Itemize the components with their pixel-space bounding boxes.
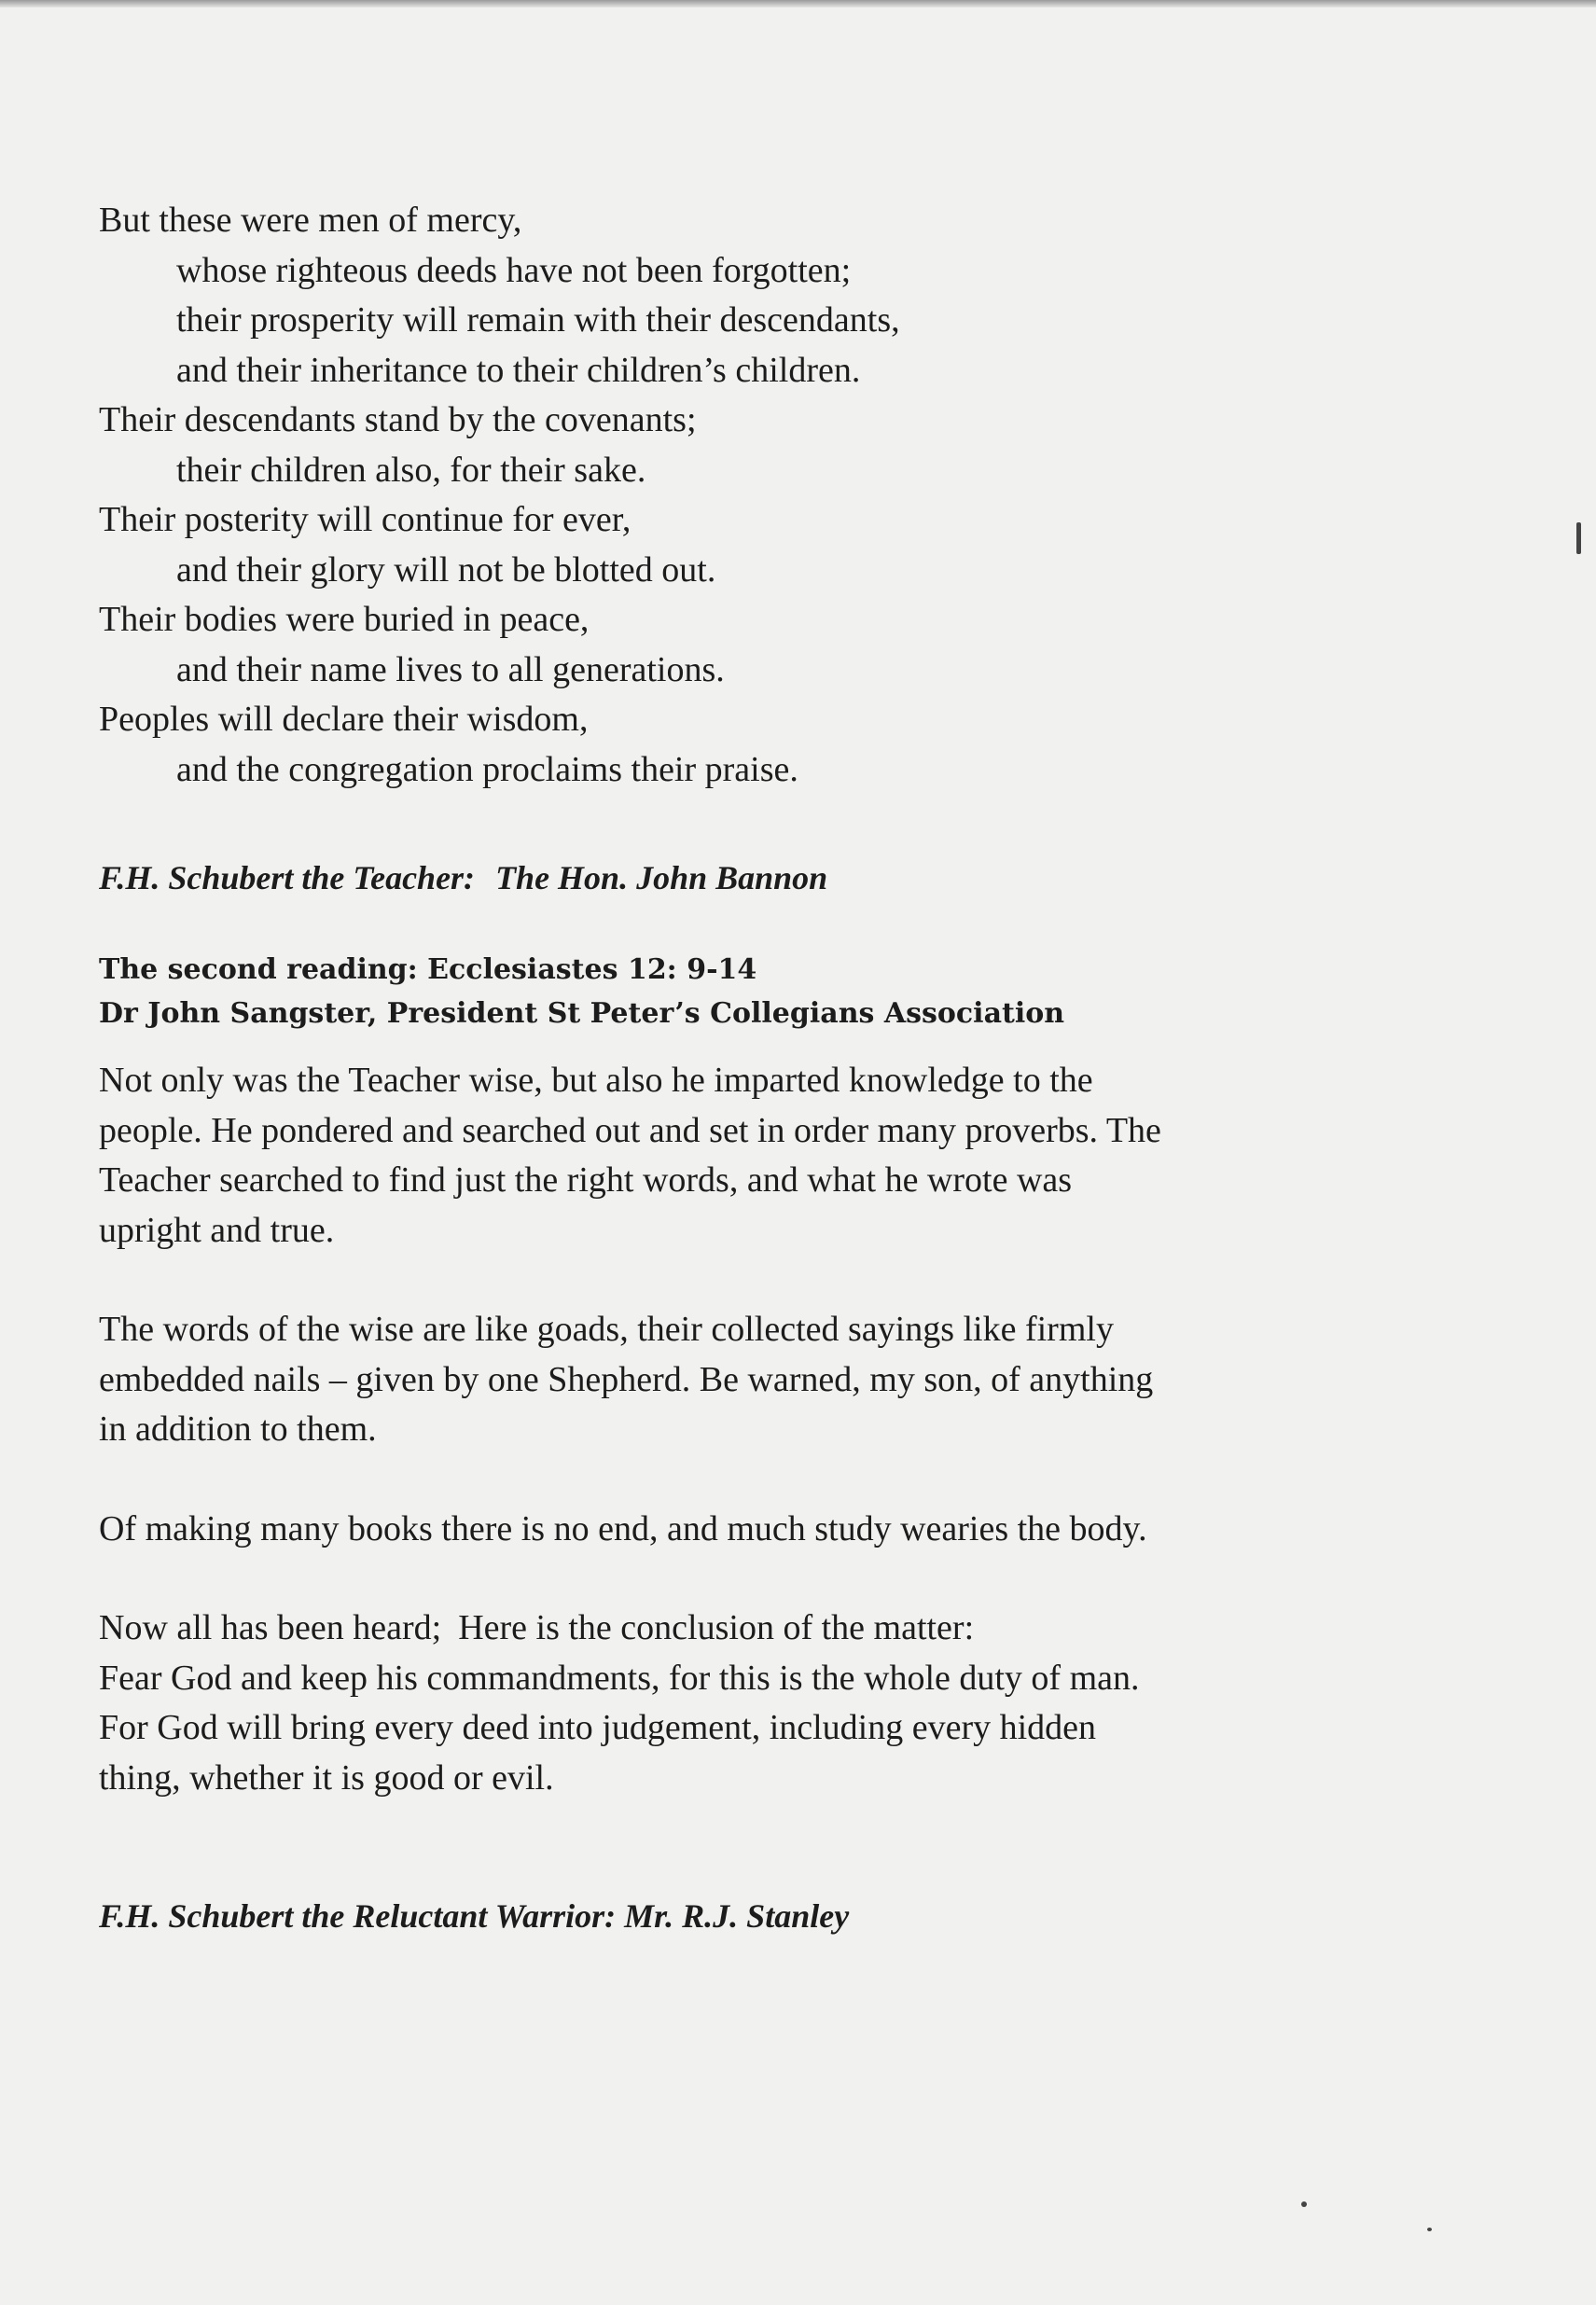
prose-line: upright and true.	[99, 1210, 335, 1250]
prose-line: Of making many books there is no end, and much study wearies the body.	[99, 1508, 1147, 1548]
psalm-line: and their name lives to all generations.	[176, 649, 725, 689]
prose-line: Fear God and keep his commandments, for this is the whole duty of man.	[99, 1658, 1140, 1698]
teacher-reader: The Hon. John Bannon	[495, 859, 828, 896]
prose-line: For God will bring every deed into judgement, including every hidden	[99, 1708, 1097, 1747]
psalm-line: their prosperity will remain with their descendants,	[176, 300, 900, 340]
warrior-heading: F.H. Schubert the Reluctant Warrior: Mr. R.J. Stanley	[99, 1897, 850, 1935]
prose-fragment: Here is the conclusion of the matter:	[458, 1608, 975, 1647]
psalm-line: But these were men of mercy,	[99, 201, 522, 240]
prose-line: Teacher searched to find just the right words, and what he wrote was	[99, 1160, 1073, 1200]
prose-fragment: Now all has been heard;	[99, 1608, 442, 1647]
psalm-line: Peoples will declare their wisdom,	[99, 700, 589, 739]
psalm-line: Their posterity will continue for ever,	[99, 500, 631, 539]
order-of-service-page	[99, 196, 1423, 1937]
prose-line: people. He pondered and searched out and set in order many proverbs. The	[99, 1110, 1161, 1150]
teacher-role: F.H. Schubert the Teacher:	[99, 859, 476, 896]
psalm-line: and the congregation proclaims their praise.	[176, 749, 798, 789]
psalm-line: Their bodies were buried in peace,	[99, 600, 590, 639]
ecclesiastes-paragraph-2	[99, 1305, 1423, 1455]
prose-line: in addition to them.	[99, 1409, 377, 1449]
ink-speck	[1301, 2201, 1307, 2207]
psalm-line: whose righteous deeds have not been forgotten;	[176, 250, 852, 290]
ink-speck	[1427, 2228, 1432, 2231]
second-reading-title: The second reading: Ecclesiastes 12: 9-14	[99, 953, 757, 986]
ecclesiastes-paragraph-1	[99, 1056, 1423, 1256]
second-reading-reader: Dr John Sangster, President St Peter’s Collegians Association	[99, 997, 1065, 1030]
psalm-line: and their glory will not be blotted out.	[176, 549, 716, 590]
psalm-passage	[99, 196, 1423, 795]
page-top-edge	[0, 0, 1596, 7]
prose-line	[99, 1604, 1423, 1654]
ecclesiastes-paragraph-4	[99, 1604, 1423, 1803]
ink-speck	[1576, 522, 1581, 554]
prose-line: The words of the wise are like goads, their collected sayings like firmly	[99, 1310, 1114, 1349]
psalm-line: and their inheritance to their children’s children.	[176, 350, 861, 390]
teacher-heading	[99, 856, 1423, 899]
prose-line: Not only was the Teacher wise, but also he imparted knowledge to the	[99, 1061, 1093, 1100]
second-reading-heading	[99, 948, 1423, 1035]
ecclesiastes-paragraph-3	[99, 1505, 1423, 1555]
psalm-line: their children also, for their sake.	[176, 450, 646, 490]
psalm-line: Their descendants stand by the covenants;	[99, 400, 697, 439]
prose-line: thing, whether it is good or evil.	[99, 1757, 554, 1798]
prose-line: embedded nails – given by one Shepherd. Be warned, my son, of anything	[99, 1359, 1154, 1399]
